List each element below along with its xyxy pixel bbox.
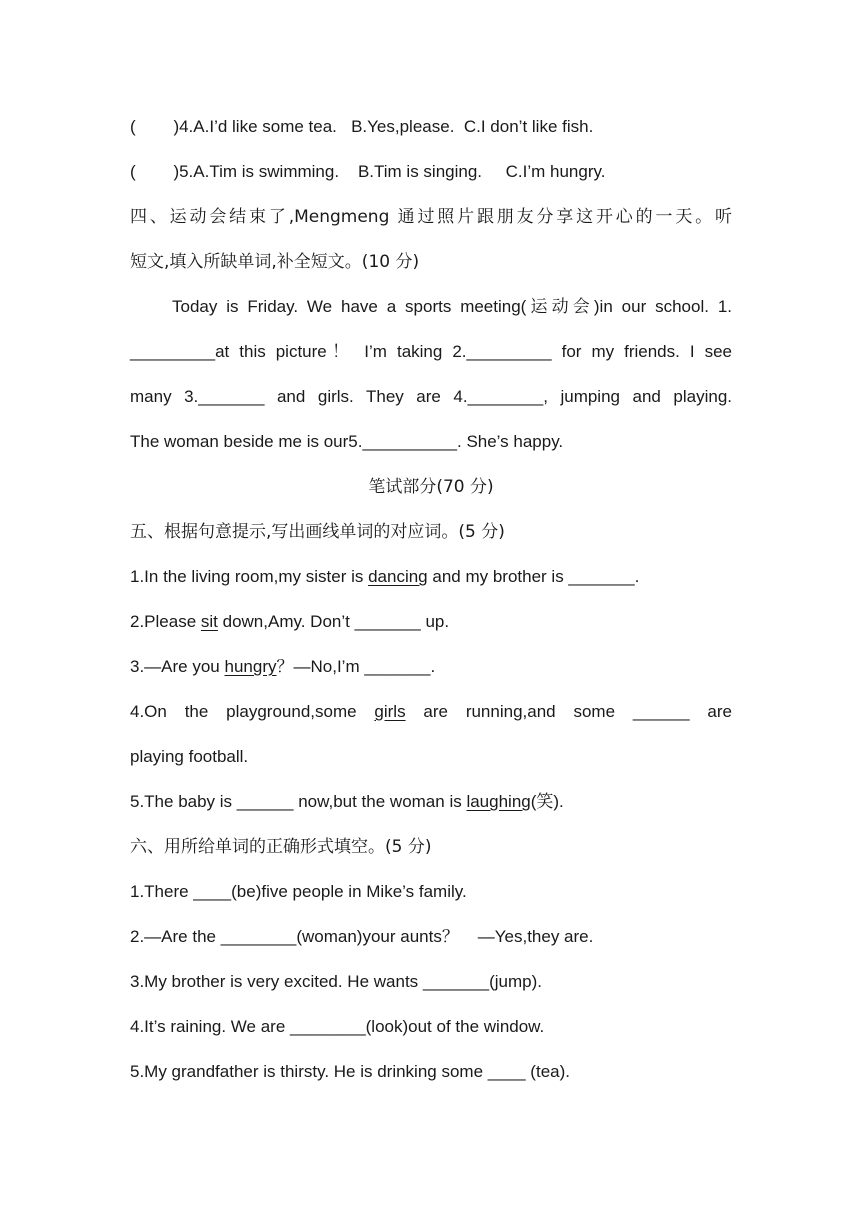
section-6-question-4: 4.It’s raining. We are ________(look)out of the window. [130,1017,545,1036]
section-6-question-5: 5.My grandfather is thirsty. He is drinking some ____ (tea). [130,1062,570,1081]
section-6-heading: 六、用所给单词的正确形式填空。(5 分) [130,837,432,857]
passage-line-1: Today is Friday. We have a sports meeting(运动会)in our school. 1. [172,297,732,316]
section-5-question-2: 2.Please sit down,Amy. Don’t _______ up. [130,612,450,631]
passage-line-4: The woman beside me is our5.__________. She’s happy. [130,432,564,451]
section-5-question-5: 5.The baby is ______ now,but the woman is laughing(笑). [130,792,564,811]
written-part-title: 笔试部分(70 分) [368,477,494,497]
passage-line-2: _________at this picture！ I’m taking 2._________ for my friends. I see [130,342,732,361]
section-5-question-1: 1.In the living room,my sister is dancing and my brother is _______. [130,567,640,586]
section-5-question-4: 4.On the playground,some girls are running,and some ______ are [130,702,732,721]
section-6-question-1: 1.There ____(be)five people in Mike’s family. [130,882,467,901]
section-6-question-3: 3.My brother is very excited. He wants _______(jump). [130,972,542,991]
choice-question-4: ( )4.A.I’d like some tea. B.Yes,please. C.I don’t like fish. [130,117,594,136]
passage-line-3: many 3._______ and girls. They are 4.________, jumping and playing. [130,387,732,406]
section-5-heading: 五、根据句意提示,写出画线单词的对应词。(5 分) [130,522,505,542]
underlined-word: dancing [368,567,428,586]
section-5-question-3: 3.—Are you hungry？—No,I’m _______. [130,657,436,676]
section-4-heading-line-2: 短文,填入所缺单词,补全短文。(10 分) [130,252,420,272]
section-6-question-2: 2.—Are the ________(woman)your aunts？ —Yes,they are. [130,927,594,946]
section-5-question-4-line-2: playing football. [130,747,249,766]
underlined-word: laughing [466,792,531,811]
section-4-heading-line-1: 四、运动会结束了,Mengmeng 通过照片跟朋友分享这开心的一天。听 [130,207,732,227]
underlined-word: girls [374,702,406,721]
underlined-word: sit [200,612,218,631]
underlined-word: hungry [224,657,277,676]
choice-question-5: ( )5.A.Tim is swimming. B.Tim is singing. C.I’m hungry. [130,162,606,181]
